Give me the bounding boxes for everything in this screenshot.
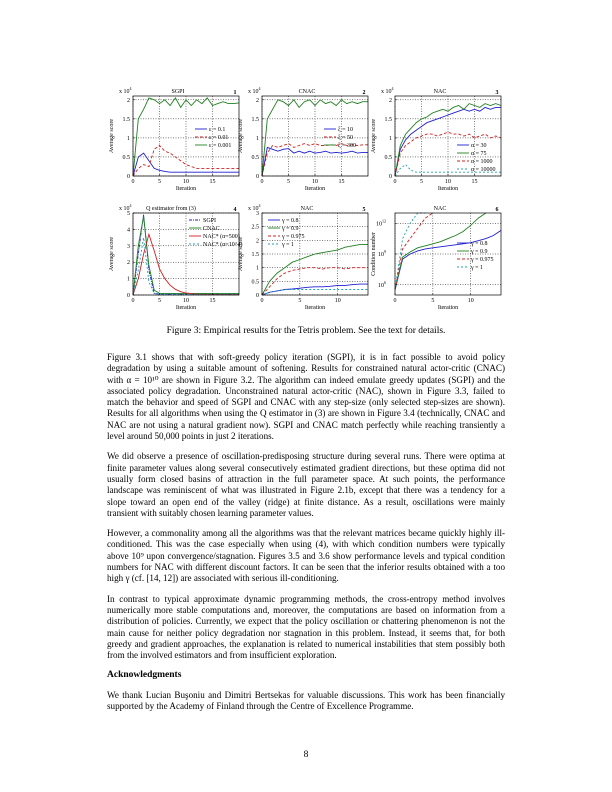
y-tick-label: 1 xyxy=(256,265,259,272)
chart-title: SGPI xyxy=(171,89,185,95)
y-tick-label: 3 xyxy=(127,243,130,250)
chart-panel-5 xyxy=(238,203,368,311)
figure-caption: Figure 3: Empirical results for the Tetris problem. See the text for details. xyxy=(166,326,446,336)
legend xyxy=(189,218,243,248)
y-axis-label: Average score xyxy=(371,118,377,154)
legend-label: ε = 0.01 xyxy=(209,135,229,141)
y-tick-label: 5 xyxy=(127,211,130,217)
x-axis-label: Iteration xyxy=(437,305,459,311)
y-tick-label: 0 xyxy=(389,174,392,180)
body-text xyxy=(107,352,505,721)
y-tick-label: 1 xyxy=(256,135,259,142)
legend-label: γ = 0.9 xyxy=(471,249,488,255)
panel-number: 4 xyxy=(233,207,237,213)
page-number: 8 xyxy=(303,750,309,760)
legend-label: SGPI xyxy=(203,218,217,224)
figure-3 xyxy=(0,0,612,320)
paragraph-1: Figure 3.1 shows that with soft-greedy policy iteration (SGPI), it is in fact possible to avoid policy degradation by using a suitable amount of softening. Results for constrained natural actor-critic (CNAC) with α = 10¹⁰ are shown in Figure 3.2. The algorithm can indeed emulate greedy updates (SGPI) and the associated policy degradation. Unconstrained natural actor-critic (NAC), shown in Figure 3.3, failed to match the behavior and speed of SGPI and CNAC with any step-size (only selected step-sizes are shown). Results for all algorithms when using the Q estimator in (3) are shown in Figure 3.4 (technically, CNAC and NAC are not using a natural gradient now). SGPI and CNAC match perfectly while reaching transiently a level around 50,000 points in just 2 iterations. xyxy=(107,352,505,442)
chart-title: CNAC xyxy=(298,89,316,95)
legend-label: ξ = 300 xyxy=(338,143,357,149)
legend-label: ξ = 10 xyxy=(338,127,354,133)
y-tick-label: $10^9$ xyxy=(378,249,386,258)
legend-label: γ = 0.8 xyxy=(471,241,488,247)
y-tick-label: 0 xyxy=(127,174,130,180)
x-tick-label: 10 xyxy=(183,179,189,185)
y-tick-label: 2 xyxy=(389,97,392,104)
y-tick-label: 0.5 xyxy=(251,154,259,161)
x-tick-label: 5 xyxy=(298,298,302,304)
y-tick-label: $10^{12}$ xyxy=(376,218,386,228)
chart-panel-6 xyxy=(371,206,501,311)
legend-label: ε = 0.001 xyxy=(209,143,232,149)
y-axis-label: Average score xyxy=(238,118,244,154)
x-tick-label: 10 xyxy=(334,298,341,304)
x-tick-label: 0 xyxy=(393,298,397,304)
y-tick-label: 0 xyxy=(256,293,259,299)
legend-label: α = 1000 xyxy=(471,159,493,165)
legend-label: γ = 0.8 xyxy=(282,218,299,224)
y-tick-label: 1.5 xyxy=(251,116,259,123)
legend-label: α = 30 xyxy=(471,143,487,149)
y-tick-label: 1.5 xyxy=(384,116,392,123)
x-tick-label: 15 xyxy=(209,298,216,304)
x-tick-label: 10 xyxy=(183,298,189,304)
x-tick-label: 15 xyxy=(471,179,478,185)
x-tick-label: 0 xyxy=(131,179,135,185)
y-axis-label: Average score xyxy=(238,236,244,272)
chart-title: NAC xyxy=(433,89,447,95)
x-tick-label: 5 xyxy=(431,298,435,304)
y-tick-label: $10^6$ xyxy=(378,279,386,289)
y-axis-label: Average score xyxy=(109,236,115,272)
x-tick-label: 15 xyxy=(338,179,345,185)
x-axis-label: Iteration xyxy=(437,186,459,192)
y-tick-label: 0.5 xyxy=(122,154,130,161)
legend-label: γ = 1 xyxy=(471,265,484,271)
y-exponent-label: x $10^4$ xyxy=(381,86,394,95)
x-tick-label: 15 xyxy=(209,179,216,185)
acknowledgments-text: We thank Lucian Buşoniu and Dimitri Bertsekas for valuable discussions. This work has been financially supported by the Academy of Finland through the Centre of Excellence Programme. xyxy=(107,689,505,712)
legend-label: NAC* (α=500) xyxy=(203,234,240,240)
series-line-3 xyxy=(395,213,433,290)
x-tick-label: 0 xyxy=(131,298,135,304)
y-exponent-label: x $10^4$ xyxy=(248,203,261,212)
legend-label: ε = 0.1 xyxy=(209,127,226,133)
x-tick-label: 10 xyxy=(445,179,451,185)
legend xyxy=(457,241,494,271)
x-axis-label: Iteration xyxy=(304,305,326,311)
panel-number: 6 xyxy=(495,207,499,213)
paragraph-2: We did observe a presence of oscillation-predisposing structure during several runs. There were optima at finite parameter values along several consecutively estimated gradient directions, but these optima did not usually form closed basins of attraction in the full parameter space. At such points, the performance landscape was reminiscent of what was illustrated in Figure 2.1b, except that there was a tendency for a slope toward an open end of the valley (ridge) at finite distance. As a result, oscillations were mainly transient with suitably chosen learning parameter values. xyxy=(107,451,505,518)
chart-panel-4 xyxy=(109,203,243,311)
x-tick-label: 5 xyxy=(420,179,423,185)
legend xyxy=(268,218,305,248)
y-exponent-sup: 4 xyxy=(129,203,132,208)
series-line-2 xyxy=(262,244,368,295)
legend-label: ξ = 50 xyxy=(338,135,354,141)
y-exponent-label: x $10^4$ xyxy=(119,203,132,212)
y-tick-label-exponent: 12 xyxy=(382,218,386,224)
legend-label: γ = 1 xyxy=(282,242,295,248)
panel-number: 3 xyxy=(495,90,499,96)
legend-label: CNAC xyxy=(203,226,220,232)
series-line-4 xyxy=(262,290,368,296)
legend-label: γ = 0.975 xyxy=(282,234,305,240)
chart-panel-1 xyxy=(109,86,239,192)
panel-number: 2 xyxy=(362,90,366,96)
series-line-1 xyxy=(133,215,239,295)
x-tick-label: 5 xyxy=(158,298,161,304)
y-tick-label-exponent: 6 xyxy=(384,279,386,285)
y-exponent-sup: 4 xyxy=(391,86,394,91)
y-tick-label: 0.5 xyxy=(384,154,392,161)
y-tick-label: 2.5 xyxy=(251,224,259,231)
y-exponent-sup: 4 xyxy=(258,86,261,91)
legend xyxy=(324,127,356,149)
y-axis-label: Average score xyxy=(109,118,115,154)
y-tick-label: 0.5 xyxy=(251,279,259,286)
chart-title: NAC xyxy=(433,206,447,212)
y-tick-label: 1 xyxy=(389,135,392,142)
x-tick-label: 0 xyxy=(393,179,397,185)
panel-number: 1 xyxy=(233,90,237,96)
y-tick-label-exponent: 9 xyxy=(384,249,386,254)
chart-panel-2 xyxy=(238,86,368,192)
x-tick-label: 5 xyxy=(287,179,290,185)
legend-label: γ = 0.975 xyxy=(471,257,494,263)
paragraph-3: However, a commonality among all the algorithms was that the relevant matrices became quickly highly ill-conditioned. This was the case especially when using (4), with which condition numbers were typically above 10⁹ upon convergence/stagnation. Figures 3.5 and 3.6 show performance levels and typical condition numbers for NAC with different discount factors. It can be seen that the inferior results obtained with a too high γ (cf. [14, 12]) are associated with serious ill-conditioning. xyxy=(107,528,505,584)
y-tick-label: 1.5 xyxy=(122,116,130,123)
legend-label: α = 10000 xyxy=(471,167,496,173)
y-tick-label: 4 xyxy=(127,227,130,234)
x-tick-label: 0 xyxy=(260,179,264,185)
y-tick-label: 1 xyxy=(127,135,130,142)
y-tick-label: 0 xyxy=(256,174,259,180)
y-exponent-sup: 4 xyxy=(258,203,261,208)
legend-label: NAC* (α=10^4) xyxy=(203,242,243,248)
x-axis-label: Iteration xyxy=(175,186,197,192)
chart-panel-3 xyxy=(371,86,501,192)
x-tick-label: 10 xyxy=(312,179,318,185)
x-axis-label: Iteration xyxy=(304,186,326,192)
acknowledgments-heading: Acknowledgments xyxy=(107,670,182,681)
legend-label: γ = 0.9 xyxy=(282,226,299,232)
x-tick-label: 10 xyxy=(467,298,474,304)
legend xyxy=(457,143,496,173)
y-tick-label: 1 xyxy=(127,276,130,283)
y-tick-label: 2 xyxy=(256,97,259,104)
legend-label: α = 75 xyxy=(471,151,487,157)
y-axis-label: Condition number xyxy=(371,232,377,276)
y-tick-label: 1.5 xyxy=(251,252,259,258)
y-tick-label: 2 xyxy=(256,238,259,245)
y-tick-label: 2 xyxy=(127,97,130,104)
chart-title: NAC xyxy=(300,206,314,212)
x-tick-label: 5 xyxy=(158,179,161,185)
legend xyxy=(195,127,231,149)
x-tick-label: 0 xyxy=(260,298,264,304)
y-exponent-label: x $10^4$ xyxy=(248,86,261,95)
y-tick-label: 0 xyxy=(127,293,130,299)
y-tick-label: 2 xyxy=(127,260,130,267)
y-exponent-sup: 4 xyxy=(129,86,132,91)
chart-title: Q estimator from (3) xyxy=(146,206,196,212)
panel-number: 5 xyxy=(362,207,366,213)
y-exponent-label: x $10^4$ xyxy=(119,86,132,95)
y-tick-label: 3 xyxy=(256,211,259,217)
x-axis-label: Iteration xyxy=(175,305,197,311)
paragraph-4: In contrast to typical approximate dynamic programming methods, the cross-entropy method involves numerically more stable computations and, moreover, the computations are based on information from a distribution of policies. Currently, we expect that the policy oscillation or chattering phenomenon is not the main cause for neither policy degradation nor stagnation in this problem. Instead, it seems that, for both greedy and gradient approaches, the explanation is related to numerical instabilities that stem possibly both from the involved estimators and from insufficient exploration. xyxy=(107,593,505,661)
